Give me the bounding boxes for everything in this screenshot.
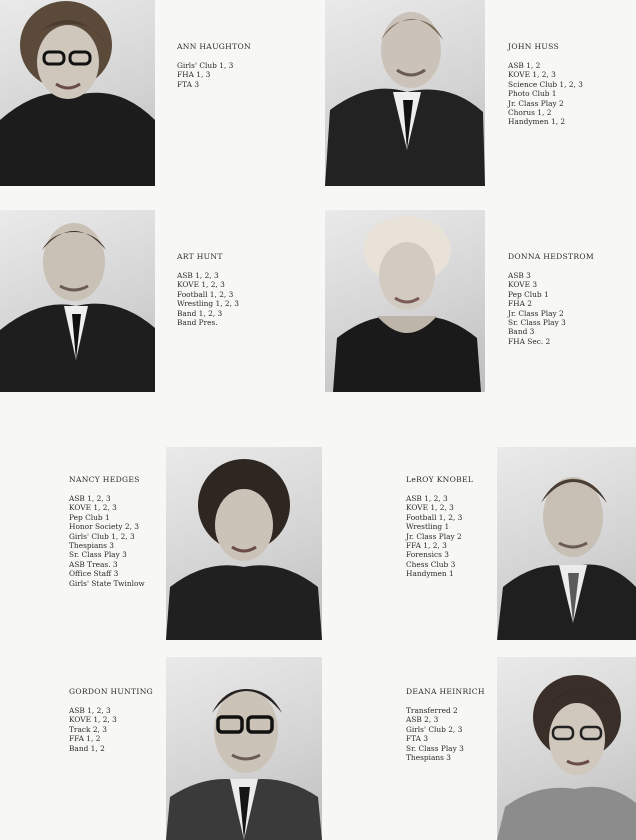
activity-item: Band 1, 2 [69, 743, 105, 753]
student-entry-art-hunt [177, 252, 239, 327]
activity-item: Wrestling 1, 2, 3 [177, 299, 240, 309]
activity-item: Chess Club 3 [406, 559, 456, 569]
activity-item: KOVE 1, 2, 3 [69, 715, 117, 725]
activity-item: Football 1, 2, 3 [177, 289, 234, 299]
portrait-photo-leroy-knobel [497, 447, 636, 640]
student-entry-gordon-hunting [69, 687, 153, 753]
student-entry-john-huss [508, 42, 583, 127]
portrait-photo-ann-haughton [0, 0, 155, 186]
activity-item: Jr. Class Play 2 [508, 308, 564, 318]
activity-item: Transferred 2 [406, 706, 458, 715]
student-entry-ann-haughton [177, 42, 251, 89]
activity-item: KOVE 1, 2, 3 [508, 70, 556, 80]
activity-item: FTA 3 [406, 734, 429, 744]
activity-item: ASB 1, 2, 3 [69, 706, 111, 715]
portrait-photo-nancy-hedges [166, 447, 322, 640]
activity-item: Football 1, 2, 3 [406, 512, 463, 522]
activity-list [508, 271, 594, 346]
activity-item: Thespians 3 [406, 753, 451, 763]
activity-item: Band 1, 2, 3 [177, 308, 223, 318]
activity-item: FFA 1, 2 [69, 734, 101, 744]
activity-item: Sr. Class Play 3 [69, 550, 127, 560]
activity-item: Photo Club 1 [508, 89, 557, 99]
activity-item: Pep Club 1 [508, 289, 549, 299]
portrait-photo-john-huss [325, 0, 485, 186]
student-name: NANCY HEDGES [69, 475, 140, 484]
activity-item: Girls' Club 1, 3 [177, 61, 234, 70]
activity-item: Office Staff 3 [69, 569, 119, 579]
activity-item: Honor Society 2, 3 [69, 522, 139, 532]
student-name: GORDON HUNTING [69, 687, 154, 696]
student-name: JOHN HUSS [508, 42, 559, 51]
activity-item: ASB 2, 3 [406, 715, 439, 725]
activity-item: ASB 1, 2 [508, 61, 541, 70]
activity-item: FHA 1, 3 [177, 70, 211, 80]
activity-item: Jr. Class Play 2 [406, 531, 462, 541]
student-name: DEANA HEINRICH [406, 687, 485, 696]
activity-item: ASB 1, 2, 3 [69, 494, 111, 503]
portrait-photo-deana-heinrich [497, 657, 636, 840]
activity-item: ASB Treas. 3 [69, 559, 118, 569]
activity-item: Sr. Class Play 3 [508, 318, 566, 328]
activity-item: Chorus 1, 2 [508, 108, 552, 118]
student-entry-donna-hedstrom [508, 252, 594, 346]
student-name: ANN HAUGHTON [177, 42, 251, 51]
activity-item: Girls' State Twinlow [69, 578, 145, 588]
portrait-photo-art-hunt [0, 210, 155, 392]
student-entry-deana-heinrich [406, 687, 485, 762]
activity-list [69, 706, 153, 753]
activity-item: FHA 2 [508, 299, 532, 309]
activity-item: ASB 3 [508, 271, 531, 280]
activity-item: FHA Sec. 2 [508, 336, 551, 346]
activity-item: Jr. Class Play 2 [508, 98, 564, 108]
portrait-photo-gordon-hunting [166, 657, 322, 840]
activity-item: Pep Club 1 [69, 512, 110, 522]
activity-item: FTA 3 [177, 79, 200, 89]
activity-item: Handymen 1 [406, 569, 454, 579]
activity-list [177, 271, 239, 327]
activity-item: Band Pres. [177, 318, 218, 328]
activity-item: Forensics 3 [406, 550, 449, 560]
activity-item: FFA 1, 2, 3 [406, 541, 447, 551]
activity-item: Thespians 3 [69, 541, 114, 551]
activity-item: KOVE 1, 2, 3 [69, 503, 117, 513]
portrait-photo-donna-hedstrom [325, 210, 485, 392]
activity-item: Band 3 [508, 327, 535, 337]
activity-item: KOVE 3 [508, 280, 538, 290]
student-name: ART HUNT [177, 252, 223, 261]
activity-item: Science Club 1, 2, 3 [508, 79, 583, 89]
activity-item: KOVE 1, 2, 3 [406, 503, 454, 513]
student-entry-leroy-knobel [406, 475, 473, 579]
activity-list [69, 494, 145, 588]
activity-list [406, 494, 473, 579]
activity-item: Sr. Class Play 3 [406, 743, 464, 753]
student-name: DONNA HEDSTROM [508, 252, 594, 261]
activity-list [177, 61, 251, 89]
activity-item: KOVE 1, 2, 3 [177, 280, 225, 290]
activity-item: Girls' Club 1, 2, 3 [69, 531, 135, 541]
student-entry-nancy-hedges [69, 475, 145, 588]
student-name: LeROY KNOBEL [406, 475, 474, 484]
activity-item: ASB 1, 2, 3 [177, 271, 219, 280]
activity-item: Handymen 1, 2 [508, 117, 566, 127]
activity-list [508, 61, 583, 127]
activity-item: Girls' Club 2, 3 [406, 724, 463, 734]
activity-list [406, 706, 485, 762]
activity-item: ASB 1, 2, 3 [406, 494, 448, 503]
activity-item: Wrestling 1 [406, 522, 450, 532]
activity-item: Track 2, 3 [69, 724, 107, 734]
